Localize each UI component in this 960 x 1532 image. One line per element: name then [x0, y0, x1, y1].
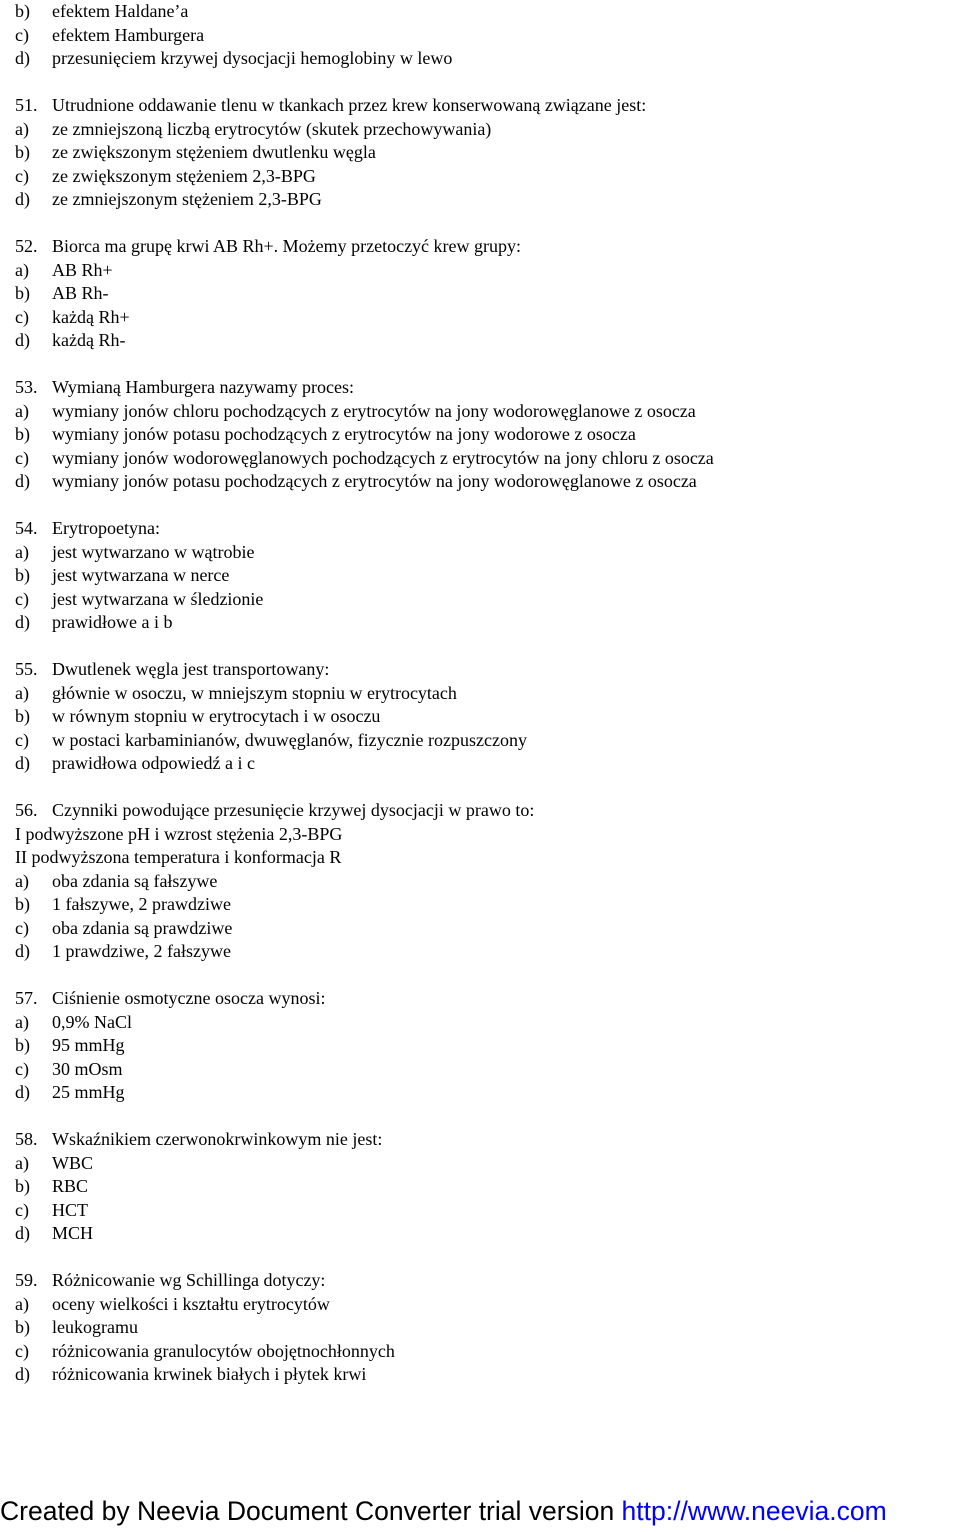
- option-label: b): [15, 142, 30, 162]
- question-line: [15, 517, 945, 541]
- answer-option: [15, 729, 945, 753]
- question-number: 57.: [15, 988, 38, 1008]
- question-line: [15, 235, 945, 259]
- option-text: wymiany jonów potasu pochodzących z erytrocytów na jony wodorowe z osocza: [52, 424, 636, 444]
- option-label: d): [15, 941, 30, 961]
- answer-option: [15, 1316, 945, 1340]
- option-label: a): [15, 259, 29, 280]
- option-label: a): [15, 541, 29, 562]
- option-label: c): [15, 917, 29, 938]
- answer-option: [15, 705, 945, 729]
- answer-option: [15, 1152, 945, 1176]
- answer-option: [15, 1175, 945, 1199]
- option-text: ze zwiększonym stężeniem dwutlenku węgla: [52, 142, 376, 162]
- option-text: oceny wielkości i kształtu erytrocytów: [52, 1293, 330, 1314]
- question-line: [15, 987, 945, 1011]
- option-label: c): [15, 447, 29, 468]
- answer-option: [15, 1034, 945, 1058]
- option-label: a): [15, 1011, 29, 1032]
- option-text: głównie w osoczu, w mniejszym stopniu w erytrocytach: [52, 682, 457, 703]
- option-label: c): [15, 1199, 29, 1220]
- option-label: c): [15, 1340, 29, 1361]
- statement-line: [15, 846, 945, 870]
- option-label: a): [15, 1152, 29, 1173]
- option-text: efektem Hamburgera: [52, 24, 205, 45]
- answer-option: [15, 1011, 945, 1035]
- option-text: ze zmniejszoną liczbą erytrocytów (skutek przechowywania): [52, 118, 492, 139]
- watermark-text: Created by Neevia Document Converter trial version: [0, 1496, 622, 1526]
- option-text: II podwyższona temperatura i konformacja R: [15, 847, 342, 867]
- option-text: 30 mOsm: [52, 1058, 123, 1079]
- question-line: [15, 94, 945, 118]
- option-text: różnicowania granulocytów obojętnochłonnych: [52, 1340, 395, 1361]
- option-text: jest wytwarzana w nerce: [52, 565, 230, 585]
- converter-watermark: [0, 1494, 960, 1528]
- option-label: d): [15, 1364, 30, 1384]
- answer-option: [15, 917, 945, 941]
- answer-option: [15, 940, 945, 964]
- option-text: wymiany jonów chloru pochodzących z erytrocytów na jony wodorowęglanowe z osocza: [52, 400, 696, 421]
- answer-option: [15, 1199, 945, 1223]
- option-label: c): [15, 588, 29, 609]
- option-label: d): [15, 471, 30, 491]
- option-text: przesunięciem krzywej dysocjacji hemoglobiny w lewo: [52, 48, 453, 68]
- blank-line: [15, 1246, 945, 1270]
- option-label: a): [15, 870, 29, 891]
- answer-option: [15, 282, 945, 306]
- answer-option: [15, 541, 945, 565]
- answer-option: [15, 870, 945, 894]
- answer-option: [15, 47, 945, 71]
- option-text: RBC: [52, 1176, 89, 1196]
- question-line: [15, 1269, 945, 1293]
- option-text: 0,9% NaCl: [52, 1011, 132, 1032]
- option-label: b): [15, 283, 30, 303]
- blank-line: [15, 212, 945, 236]
- option-text: efektem Haldane’a: [52, 1, 189, 21]
- statement-line: [15, 823, 945, 847]
- option-text: jest wytwarzana w śledzionie: [52, 588, 264, 609]
- blank-line: [15, 71, 945, 95]
- answer-option: [15, 470, 945, 494]
- document-body: [15, 0, 945, 1387]
- option-text: oba zdania są fałszywe: [52, 870, 218, 891]
- answer-option: [15, 1363, 945, 1387]
- option-label: a): [15, 118, 29, 139]
- option-text: wymiany jonów potasu pochodzących z erytrocytów na jony wodorowęglanowe z osocza: [52, 471, 697, 491]
- option-label: d): [15, 753, 30, 773]
- question-text: Utrudnione oddawanie tlenu w tkankach przez krew konserwowaną związane jest:: [52, 95, 647, 115]
- option-label: a): [15, 1293, 29, 1314]
- option-text: ze zmniejszonym stężeniem 2,3-BPG: [52, 189, 322, 209]
- blank-line: [15, 353, 945, 377]
- answer-option: [15, 1081, 945, 1105]
- answer-option: [15, 1340, 945, 1364]
- answer-option: [15, 1293, 945, 1317]
- question-line: [15, 1128, 945, 1152]
- option-text: ze zwiększonym stężeniem 2,3-BPG: [52, 165, 316, 186]
- answer-option: [15, 893, 945, 917]
- question-text: Erytropoetyna:: [52, 518, 160, 538]
- option-label: a): [15, 682, 29, 703]
- answer-option: [15, 306, 945, 330]
- option-label: b): [15, 894, 30, 914]
- answer-option: [15, 752, 945, 776]
- answer-option: [15, 423, 945, 447]
- option-label: b): [15, 1, 30, 21]
- option-label: d): [15, 612, 30, 632]
- option-label: b): [15, 706, 30, 726]
- question-text: Wymianą Hamburgera nazywamy proces:: [52, 377, 354, 397]
- question-line: [15, 799, 945, 823]
- answer-option: [15, 1222, 945, 1246]
- option-label: d): [15, 1082, 30, 1102]
- option-text: I podwyższone pH i wzrost stężenia 2,3-BPG: [15, 823, 343, 844]
- question-text: Biorca ma grupę krwi AB Rh+. Możemy przetoczyć krew grupy:: [52, 236, 522, 256]
- answer-option: [15, 188, 945, 212]
- option-label: b): [15, 1035, 30, 1055]
- option-text: w postaci karbaminianów, dwuwęglanów, fizycznie rozpuszczony: [52, 729, 527, 750]
- option-text: AB Rh-: [52, 283, 109, 303]
- option-text: AB Rh+: [52, 259, 113, 280]
- question-text: Różnicowanie wg Schillinga dotyczy:: [52, 1270, 326, 1290]
- option-text: 1 prawdziwe, 2 fałszywe: [52, 941, 231, 961]
- question-number: 53.: [15, 377, 38, 397]
- answer-option: [15, 118, 945, 142]
- option-text: WBC: [52, 1152, 94, 1173]
- answer-option: [15, 24, 945, 48]
- option-text: 25 mmHg: [52, 1082, 125, 1102]
- option-label: b): [15, 565, 30, 585]
- question-number: 55.: [15, 659, 38, 679]
- answer-option: [15, 0, 945, 24]
- option-text: w równym stopniu w erytrocytach i w osoczu: [52, 706, 381, 726]
- option-text: wymiany jonów wodorowęglanowych pochodzących z erytrocytów na jony chloru z osocza: [52, 447, 714, 468]
- option-label: a): [15, 400, 29, 421]
- option-label: d): [15, 189, 30, 209]
- answer-option: [15, 447, 945, 471]
- option-text: każdą Rh+: [52, 306, 130, 327]
- option-label: c): [15, 729, 29, 750]
- answer-option: [15, 141, 945, 165]
- answer-option: [15, 611, 945, 635]
- answer-option: [15, 165, 945, 189]
- answer-option: [15, 400, 945, 424]
- question-number: 58.: [15, 1129, 38, 1149]
- option-label: c): [15, 165, 29, 186]
- option-text: prawidłowe a i b: [52, 612, 173, 632]
- option-label: c): [15, 24, 29, 45]
- option-label: b): [15, 1317, 30, 1337]
- option-label: d): [15, 330, 30, 350]
- answer-option: [15, 564, 945, 588]
- question-text: Czynniki powodujące przesunięcie krzywej dysocjacji w prawo to:: [52, 800, 535, 820]
- answer-option: [15, 259, 945, 283]
- question-number: 56.: [15, 800, 38, 820]
- answer-option: [15, 329, 945, 353]
- question-line: [15, 376, 945, 400]
- blank-line: [15, 964, 945, 988]
- watermark-url[interactable]: http://www.neevia.com: [621, 1496, 887, 1526]
- question-text: Ciśnienie osmotyczne osocza wynosi:: [52, 988, 326, 1008]
- question-line: [15, 658, 945, 682]
- answer-option: [15, 588, 945, 612]
- option-text: prawidłowa odpowiedź a i c: [52, 753, 255, 773]
- option-label: d): [15, 1223, 30, 1243]
- option-text: leukogramu: [52, 1317, 138, 1337]
- answer-option: [15, 682, 945, 706]
- blank-line: [15, 635, 945, 659]
- question-number: 52.: [15, 236, 38, 256]
- answer-option: [15, 1058, 945, 1082]
- option-label: c): [15, 1058, 29, 1079]
- option-label: b): [15, 424, 30, 444]
- blank-line: [15, 1105, 945, 1129]
- blank-line: [15, 494, 945, 518]
- blank-line: [15, 776, 945, 800]
- option-text: jest wytwarzano w wątrobie: [52, 541, 255, 562]
- option-label: b): [15, 1176, 30, 1196]
- question-number: 54.: [15, 518, 38, 538]
- option-text: 1 fałszywe, 2 prawdziwe: [52, 894, 231, 914]
- option-label: c): [15, 306, 29, 327]
- option-text: 95 mmHg: [52, 1035, 125, 1055]
- question-number: 59.: [15, 1270, 38, 1290]
- option-text: każdą Rh-: [52, 330, 126, 350]
- question-number: 51.: [15, 95, 38, 115]
- option-text: różnicowania krwinek białych i płytek krwi: [52, 1364, 367, 1384]
- question-text: Dwutlenek węgla jest transportowany:: [52, 659, 330, 679]
- option-text: oba zdania są prawdziwe: [52, 917, 233, 938]
- question-text: Wskaźnikiem czerwonokrwinkowym nie jest:: [52, 1129, 383, 1149]
- option-text: MCH: [52, 1223, 94, 1243]
- option-label: d): [15, 48, 30, 68]
- option-text: HCT: [52, 1199, 88, 1220]
